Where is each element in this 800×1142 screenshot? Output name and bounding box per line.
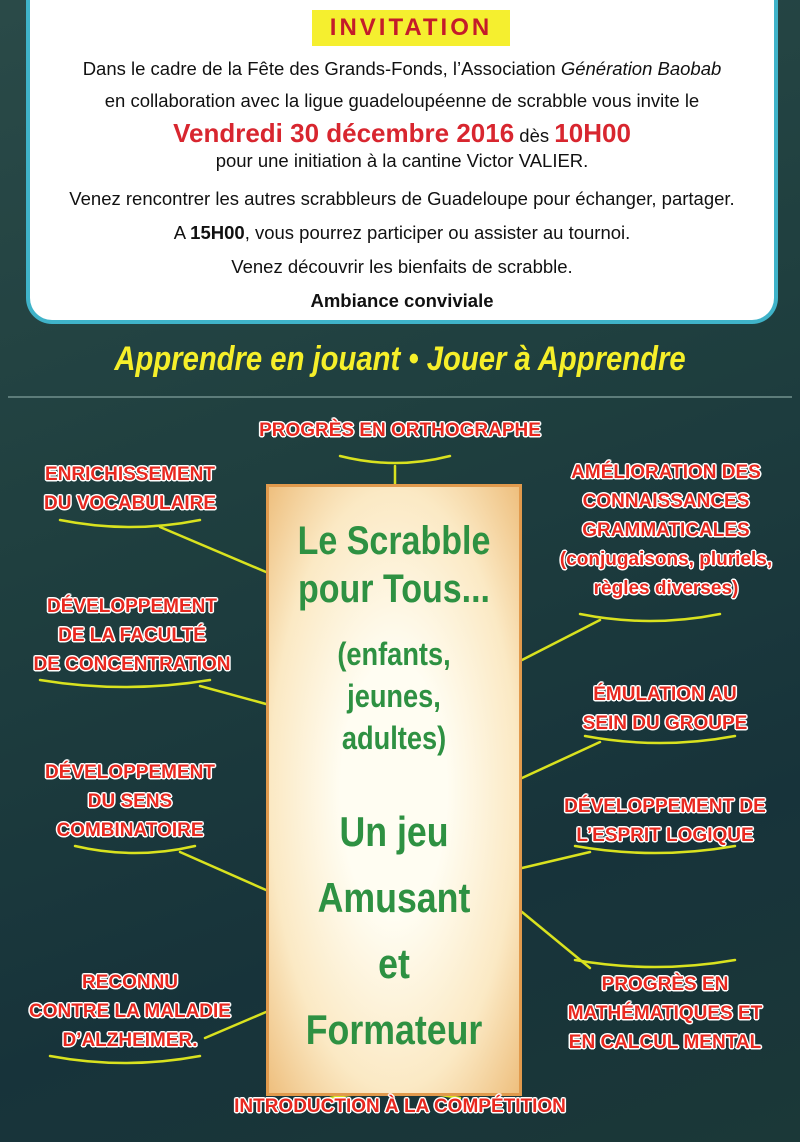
center-subtitle: (enfants, jeunes, adultes)	[337, 636, 451, 756]
brace-left1	[60, 520, 200, 527]
benefit-left-2: DÉVELOPPEMENT DE LA FACULTÉ DE CONCENTRATION	[33, 596, 231, 675]
line-right2	[522, 742, 600, 778]
center-box	[266, 484, 522, 1096]
invitation-line-2: en collaboration avec la ligue guadeloupéenne de scrabble vous invite le	[104, 90, 700, 111]
tournament-time: 15H00	[190, 222, 245, 243]
brace-right4	[575, 960, 735, 967]
center-title: Le Scrabble pour Tous...	[297, 519, 491, 611]
benefit-right-4: PROGRÈS EN MATHÉMATIQUES ET EN CALCUL MENTAL	[567, 974, 763, 1053]
brace-left4	[50, 1056, 200, 1063]
line-right1	[522, 620, 600, 660]
event-date: Vendredi 30 décembre 2016	[173, 118, 515, 148]
slogan: Apprendre en jouant • Jouer à Apprendre	[114, 340, 686, 378]
benefit-right-2: ÉMULATION AU SEIN DU GROUPE	[582, 684, 748, 734]
brace-top	[340, 456, 450, 463]
invitation-date-line: Vendredi 30 décembre 2016 dès 10H00	[173, 118, 631, 148]
invitation-badge: INVITATION	[312, 10, 510, 46]
invitation-line-1: Dans le cadre de la Fête des Grands-Fonds, l’Association Génération Baobab	[82, 58, 722, 79]
event-time: 10H00	[554, 118, 631, 148]
benefit-left-1: ENRICHISSEMENT DU VOCABULAIRE	[43, 464, 217, 514]
benefit-left-4: RECONNU CONTRE LA MALADIE D’ALZHEIMER.	[29, 972, 231, 1051]
invitation-line-5: Venez rencontrer les autres scrabbleurs de Guadeloupe pour échanger, partager.	[69, 188, 735, 209]
invitation-line-6: A 15H00, vous pourrez participer ou assister au tournoi.	[173, 222, 631, 243]
line-left2	[200, 686, 266, 704]
invitation-line-4: pour une initiation à la cantine Victor VALIER.	[215, 150, 589, 171]
benefit-right-1: AMÉLIORATION DES CONNAISSANCES GRAMMATICALES (conjugaisons, pluriels, règles diverses)	[559, 462, 773, 599]
line-left3	[180, 852, 266, 890]
association-name: Génération Baobab	[560, 58, 722, 79]
benefit-left-3: DÉVELOPPEMENT DU SENS COMBINATOIRE	[45, 762, 215, 841]
line-left1	[160, 527, 266, 572]
center-tagline: Un jeu Amusant et Formateur	[305, 808, 483, 1053]
invitation-line-7: Venez découvrir les bienfaits de scrabble.	[231, 256, 573, 277]
benefit-right-3: DÉVELOPPEMENT DE L’ESPRIT LOGIQUE	[564, 796, 766, 846]
line-right4	[522, 912, 590, 968]
benefit-bottom: INTRODUCTION À LA COMPÉTITION	[234, 1096, 566, 1117]
invitation-line-8: Ambiance conviviale	[310, 290, 494, 311]
benefit-top: PROGRÈS EN ORTHOGRAPHE	[259, 420, 541, 441]
brace-left2	[40, 680, 210, 687]
line-right3	[522, 852, 590, 868]
brace-left3	[75, 846, 195, 853]
